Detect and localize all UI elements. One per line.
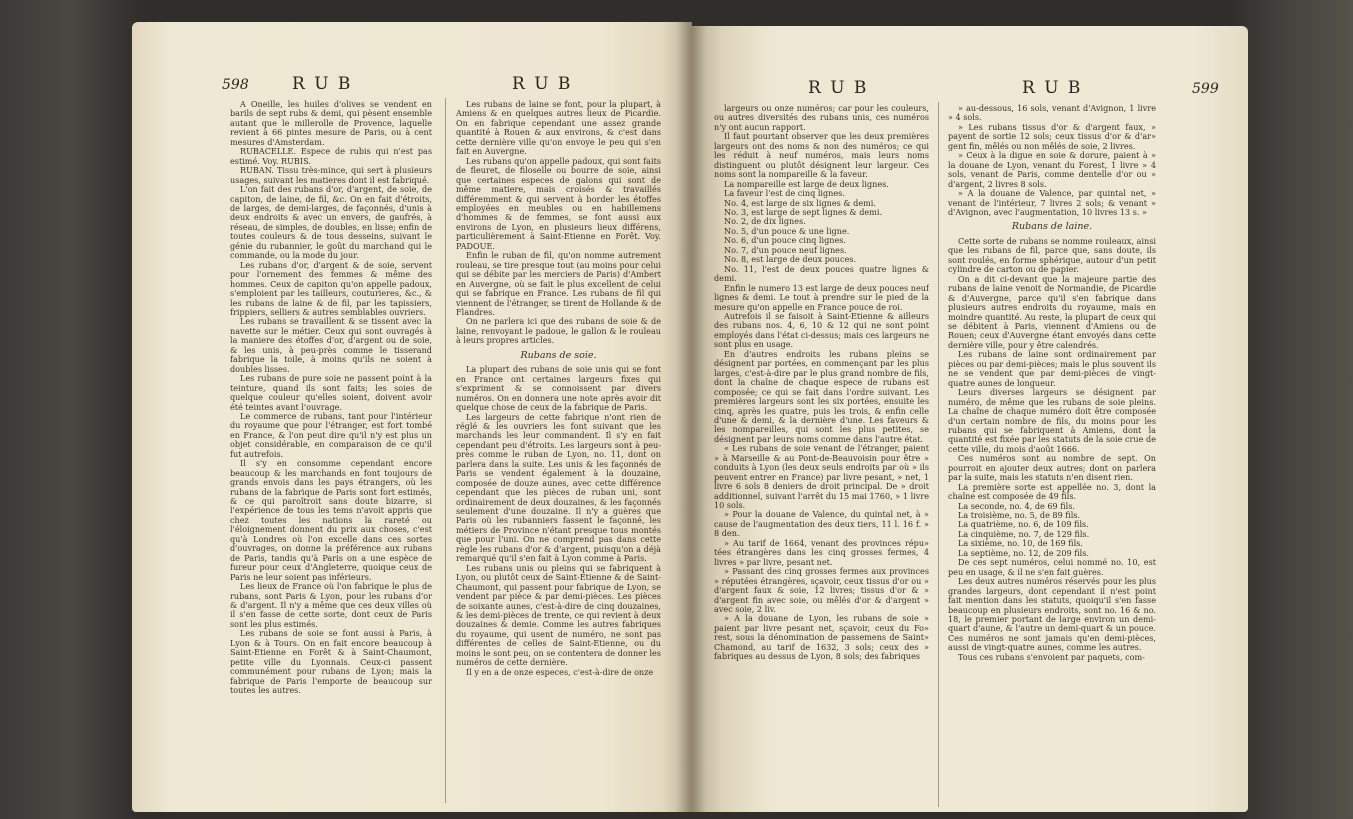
paragraph: » au-dessous, 16 sols, venant d'Avignon, 1 livre » 4 sols. — [948, 104, 1156, 123]
right-page — [692, 26, 1248, 812]
right-page-number: 599 — [1192, 81, 1219, 97]
right-running-head-1: R U B — [808, 78, 869, 98]
paragraph: No. 8, est large de deux pouces. — [724, 254, 857, 265]
paragraph: La seconde, no. 4, de 69 fils. — [958, 500, 1075, 511]
section-heading: Rubans de laine. — [1011, 221, 1093, 233]
paragraph: No. 4, est large de six lignes & demi. — [724, 197, 876, 208]
paragraph: Les rubans unis ou pleins qui se fabriquent à Lyon, ou plutôt ceux de Saint-Etienne & de Saint-Chaumont, qui passent pour fabrique de Lyon, se vendent par pièce & par demi-pièces. Les pièces de soixante aunes, c'est-à-dire de cinq douzaines, & les demi-pièces de trente, ce qui revient à deux douzaines & demie. Comme les autres fabriques du royaume, qui usent de numéro, ne sont pas différentes de celles de Saint-Etienne, ou du moins le sont peu, on se contentera de donner les numéros de cette dernière. — [456, 562, 661, 668]
paragraph: RUBACELLE. Espece de rubis qui n'est pas estimé. Voy. RUBIS. — [230, 146, 432, 166]
left-page-column-2 — [456, 100, 661, 805]
paragraph: La cinquième, no. 7, de 129 fils. — [958, 528, 1090, 539]
paragraph: La première sorte est appellée no. 3, dont la chaîne est composée de 49 fils. — [948, 481, 1156, 502]
paragraph: A Oneille, les huiles d'olives se vendent en barils de sept rubs & demi, qui pèsent ensemble autant que le millerolle de Provence, laquelle revient à 66 pintes mesure de Paris, ou à cent mesures d'Amsterdam. — [230, 100, 432, 147]
paragraph: Les largeurs de cette fabrique n'ont rien de réglé & les ouvriers les font suivant que les marchands les leur commandent. Il s'y en fait cependant peu d'étroits. Les largeurs sont à peu-près comme le ruban de Lyon, no. 11, dont on parlera dans la suite. Les unis & les façonnés de Paris se vendent également à la douzaine, composée de douze aunes, avec cette différence cependant que les pièces de ruban uni, sont ordinairement de deux douzaines, & les façonnés seulement d'une douzaine. Il n'y a guères que Paris où les rubanniers fassent le façonné, les métiers de Province n'étant presque tous montés que pour l'uni. On ne comprend pas dans cette règle les rubans d'or & d'argent, puisqu'on a déjà remarqué qu'il s'en fait à Lyon comme à Paris. — [456, 411, 661, 564]
paragraph: Enfin le numero 13 est large de deux pouces neuf lignes & demi. Le tout à prendre sur le pied de la mesure qu'on appelle en France pouce de roi. — [714, 282, 929, 312]
left-page — [132, 22, 692, 812]
paragraph: La nompareille est large de deux lignes. — [724, 178, 889, 189]
paragraph: La troisième, no. 5, de 89 fils. — [958, 510, 1081, 521]
paragraph: » Les rubans tissus d'or & d'argent faux, » payent de sortie 12 sols; ceux tissus d'or & d'ar» gent fin, mêlés ou non mêlés de soie, 2 livres. — [948, 121, 1156, 151]
paragraph: Ces numéros sont au nombre de sept. On pourroit en ajouter deux autres; dont on parlera par la suite, mais les statuts n'en disent rien. — [948, 453, 1156, 483]
left-page-column-1 — [230, 100, 432, 805]
paragraph: » Passant des cinq grosses fermes aux provinces » réputées étrangères, sçavoir, ceux tissus d'or ou » d'argent faux & soie, 12 livres; tissus d'or & » d'argent fin avec soie, ou mêlés d'or & d'argent » avec soie, 2 liv. — [714, 566, 929, 615]
paragraph: La sixième, no. 10, de 169 fils. — [958, 538, 1083, 549]
paragraph: Il s'y en consomme cependant encore beaucoup & les marchands en font toujours de grands envois dans les pays étrangers, où les rubans de la fabrique de Paris sont fort estimés, & ce qui paroîtroit sans doute bizarre, si l'expérience de tous les tems n'avoit appris que chez toutes les nations la rareté ou l'éloignement donnent du prix aux choses, c'est qu'à Londres où l'on excelle dans ces sortes d'ouvrages, on donne la préférence aux rubans de Paris, tandis qu'à Paris on a une espèce de fureur pour ceux d'Angleterre, quoique ceux de Paris ne leur soient pas inférieurs. — [230, 458, 432, 582]
section-heading: Rubans de soie. — [520, 349, 597, 361]
paragraph: Il y en a de onze especes, c'est-à-dire de onze — [466, 666, 654, 677]
paragraph: largeurs ou onze numéros; car pour les couleurs, ou autres diversités des rubans unis, ces numéros n'y ont aucun rapport. — [714, 104, 929, 132]
paragraph: Les rubans de laine se font, pour la plupart, à Amiens & en quelques autres lieux de Picardie. On en fabrique cependant une assez grande quantité à Rouen & aux environs, & c'est dans cette dernière ville qu'on envoye le peu qui s'en fait en Auvergne. — [456, 100, 661, 157]
paragraph: La faveur l'est de cinq lignes. — [724, 188, 845, 199]
paragraph: Les rubans de soie se font aussi à Paris, à Lyon & à Tours. On en fait encore beaucoup à Saint-Etienne en Forêt & à Saint-Chaumont, petite ville du Lyonnais. Ceux-ci passent communément pour rubans de Lyon; mais la fabrique de Paris l'emporte de beaucoup sur toutes les autres. — [230, 628, 432, 696]
paragraph: No. 2, de dix lignes. — [724, 216, 806, 227]
column-rule — [938, 102, 939, 807]
paragraph: Le commerce de rubans, tant pour l'intérieur du royaume que pour l'étranger, est fort tombé en France, & l'on peut dire qu'il n'y est plus un objet considérable, en comparaison de ce qu'il fut autrefois. — [230, 410, 432, 459]
paragraph: Les rubans qu'on appelle padoux, qui sont faits de fleuret, de filoselle ou bourre de soie, ainsi que certaines especes de galons qui sont de même matiere, mais croisés & travaillés différemment & qui servent à border les étoffes employées en meubles ou en habillemens d'hommes & de femmes, se font aussi aux environs de Lyon, en plusieurs lieux différens, particulièrement à Saint-Etienne en Forêt. Voy. PADOUE. — [456, 155, 661, 251]
right-running-head-2: R U B — [1022, 78, 1083, 98]
paragraph: No. 11, l'est de deux pouces quatre lignes & demi. — [714, 263, 929, 284]
paragraph: Cette sorte de rubans se nomme rouleaux, ainsi que les rubans de fil, parce que, sans doute, ils sont roulés, en forme sphérique, autour d'un petit cylindre de carton ou de papier. — [948, 235, 1156, 275]
book-gutter — [676, 22, 706, 812]
paragraph: De ces sept numéros, celui nommé no. 10, est peu en usage, & il ne s'en fait guères. — [948, 557, 1156, 577]
paragraph: No. 7, d'un pouce neuf lignes. — [724, 244, 847, 255]
paragraph: Il faut pourtant observer que les deux premières largeurs ont des noms & non des numéros; ce qui les réduit à neuf numéros, mais leurs noms distinguent ou plutôt désignent leur largeur. Ces noms sont la nompareille & la faveur. — [714, 131, 929, 180]
right-page-column-1 — [714, 104, 929, 809]
paragraph: Leurs diverses largeurs se désignent par numéro, de même que les rubans de soie pleins. La chaîne de chaque numéro doit être composée d'un certain nombre de fils, du moins pour les rubans qui se fabriquent à Amiens, dont la quantité est fixée par les statuts de la soie crue de cette ville, du mois d'août 1666. — [948, 387, 1156, 454]
paragraph: » A la douane de Valence, par quintal net, » venant de l'intérieur, 7 livres 2 sols; & venant » d'Avignon, avec l'augmentation, 10 livres 13 s. » — [948, 188, 1156, 217]
paragraph: Les deux autres numéros réservés pour les plus grandes largeurs, dont cependant il n'est point fait mention dans les statuts, quoiqu'il s'en fasse beaucoup en plusieurs endroits, sont no. 16 & no. 18, le premier portant de large environ un demi-quart d'aune, & l'autre un demi-quart & un pouce. Ces numéros ne sont jamais qu'en demi-pièces, aussi de vingt-quatre aunes, comme les autres. — [948, 576, 1156, 653]
paragraph: Les rubans de laine sont ordinairement par pièces ou par demi-pièces; mais le plus souvent ils ne se vendent que par demi-pièces de vingt-quatre aunes de longueur. — [948, 349, 1156, 388]
paragraph: On ne parlera ici que des rubans de soie & de laine, renvoyant le padoue, le gallon & le rouleau à leurs propres articles. — [456, 316, 661, 346]
paragraph: La septième, no. 12, de 209 fils. — [958, 547, 1089, 558]
paragraph: En d'autres endroits les rubans pleins se désignent par portées, en commençant par les plus larges, c'est-à-dire par le plus grand nombre de fils, dont la chaîne de chaque espece de rubans est composée; ce qui se fait dans l'ordre suivant. Les premières largeurs sont les six portées, ensuite les cinq, après les quatre, puis les trois, & enfin celle d'une & demi, & la dernière d'une. Les faveurs & les nompareilles, qui sont les plus petites, se désignent par leurs noms comme dans l'autre état. — [714, 348, 929, 444]
paragraph: Tous ces rubans s'envoient par paquets, com- — [958, 651, 1145, 662]
paragraph: Les rubans de pure soie ne passent point à la teinture, quand ils sont faits; les soies de quelque couleur qu'elles soient, doivent avoir été teintes avant l'ouvrage. — [230, 373, 432, 412]
paragraph: No. 6, d'un pouce cinq lignes. — [724, 235, 846, 246]
paragraph: » A la douane de Lyon, les rubans de soie » paient par livre pesant net, sçavoir, ceux du Fo» rest, sous la dénomination de passemens de Saint» Chamond, au tarif de 1632, 3 sols; ceux des » fabriques au dessus de Lyon, 8 sols; des fabriques — [714, 613, 929, 662]
column-rule — [445, 98, 446, 803]
paragraph: RUBAN. Tissu très-mince, qui sert à plusieurs usages, suivant les matieres dont il est fabriqué. — [230, 165, 432, 185]
paragraph: L'on fait des rubans d'or, d'argent, de soie, de capiton, de laine, de fil, &c. On en fait d'étroits, de larges, de demi-larges, de façonnés, d'unis à deux endroits & avec un envers, de gaufrés, à réseau, de simples, de doubles, en lisse; enfin de toutes couleurs & de tous desseins, suivant le génie du rubannier, le goût du marchand qui le commande, ou la mode du jour. — [230, 184, 432, 261]
paragraph: La quatrième, no. 6, de 109 fils. — [958, 519, 1089, 530]
paragraph: « Les rubans de soie venant de l'étranger, paient » à Marseille & au Pont-de-Beauvoisin pour être » conduits à Lyon (les deux seuls endroits par où » ils peuvent entrer en France) par livre pesant, » net, 1 livre 6 sols 8 deniers de droit principal. De » droit additionnel, suivant l'arrêt du 15 mai 1760, » 1 livre 10 sols. — [714, 443, 929, 511]
paragraph: Autrefois il se faisoit à Saint-Etienne & ailleurs des rubans nos. 4, 6, 10 & 12 qui ne sont point employés dans l'état ci-dessus; mais ces largeurs ne sont plus en usage. — [714, 310, 929, 350]
right-page-column-2 — [948, 104, 1156, 809]
left-running-head-2: R U B — [512, 74, 573, 94]
paragraph: No. 5, d'un pouce & une ligne. — [724, 225, 850, 236]
paragraph: Les rubans d'or, d'argent & de soie, servent pour l'ornement des femmes & même des hommes. Ceux de capiton qu'on appelle padoux, s'emploient par les tailleurs, couturieres, &c., & les rubans de laine & de fil, par les tapissiers, frippiers, selliers & autres semblables ouvriers. — [230, 259, 432, 317]
left-page-number: 598 — [222, 77, 249, 93]
paragraph: On a dit ci-devant que la majeure partie des rubans de laine venoit de Normandie, de Picardie & d'Auvergne, parce qu'il s'en fabrique dans plusieurs autres endroits du royaume, mais en moindre quantité. Au reste, la plupart de ceux qui se débitent à Paris, viennent d'Amiens ou de Rouen; ceux d'Auvergne étant envoyés dans cette dernière ville, pour y être calendrés. — [948, 273, 1156, 350]
paragraph: » Ceux à la digue en soie & dorure, paient à » la douane de Lyon, venant du Forest, 1 livre » 4 sols, venant de Paris, comme dentelle d'or ou » d'argent, 2 livres 8 sols. — [948, 150, 1156, 189]
paragraph: » Pour la douane de Valence, du quintal net, à » cause de l'augmentation des deux tiers, 11 l. 16 f. » 8 den. — [714, 509, 929, 539]
paragraph: La plupart des rubans de soie unis qui se font en France ont certaines largeurs fixes qui s'expriment & se connoissent par divers numéros. On en donnera une note après avoir dit quelque chose de ceux de la fabrique de Paris. — [456, 364, 661, 413]
paragraph: No. 3, est large de sept lignes & demi. — [724, 206, 883, 217]
paragraph: Les lieux de France où l'on fabrique le plus de rubans, sont Paris & Lyon, pour les rubans d'or & d'argent. Il n'y a même que ces deux villes où il s'en fasse de cette sorte, dont ceux de Paris sont les plus estimés. — [230, 581, 432, 629]
paragraph: » Au tarif de 1664, venant des provinces répu» tées étrangères dans les cinq grosses fermes, 4 livres » par livre, pesant net. — [714, 537, 929, 567]
left-running-head-1: R U B — [292, 74, 353, 94]
paragraph: Les rubans se travaillent & se tissent avec la navette sur le métier. Ceux qui sont ouvragés à la maniere des étoffes d'or, d'argent ou de soie, & les unis, à peu-près comme le tisserand fabrique la toile, à moins qu'ils ne soient à doubles lisses. — [230, 316, 432, 374]
paragraph: Enfin le ruban de fil, qu'on nomme autrement rouleau, se tire presque tout (au moins pour celui qui se débite par les merciers de Paris) d'Ambert en Auvergne, où se fait le plus excellent de celui qui se fabrique en France. Les rubans de fil qui viennent de l'étranger, se tirent de Hollande & de Flandres. — [456, 250, 661, 317]
